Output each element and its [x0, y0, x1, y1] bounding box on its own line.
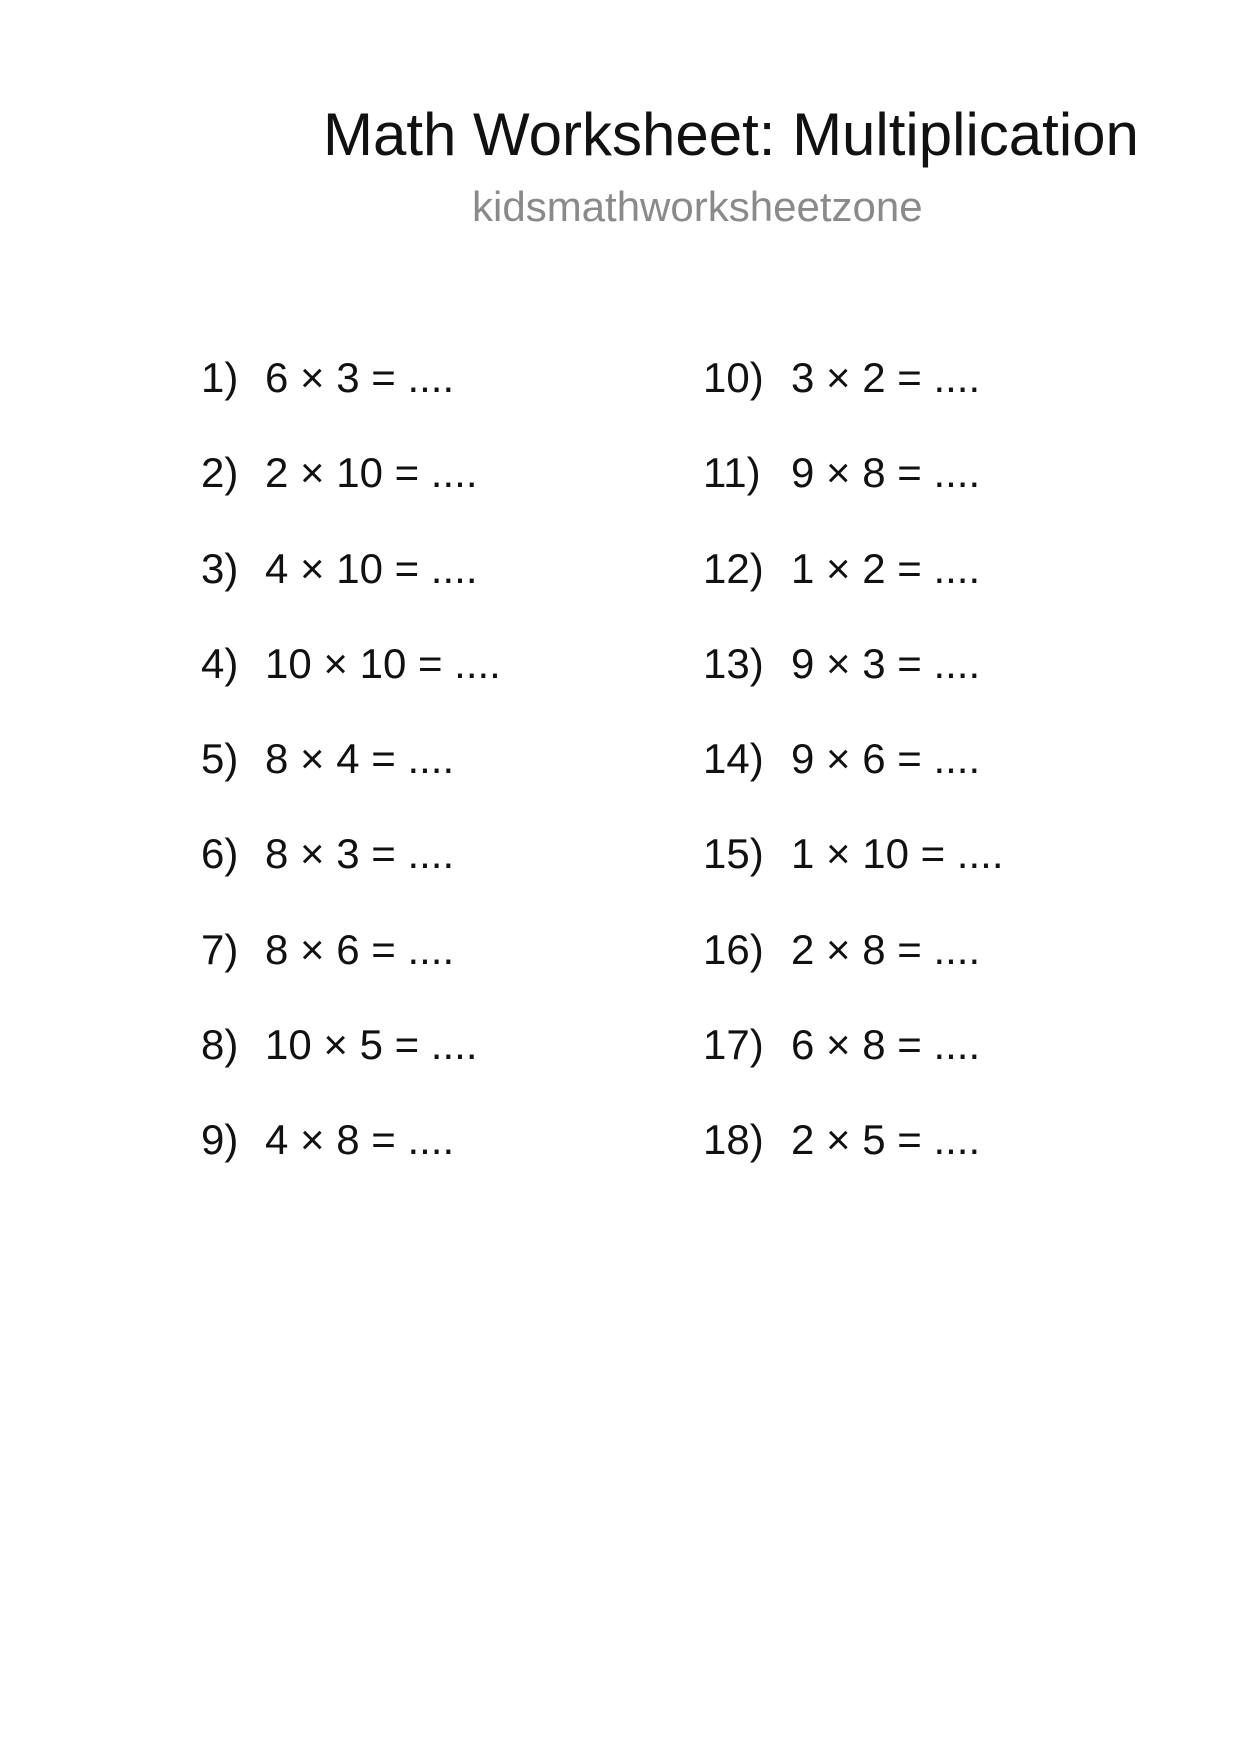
problem-expression: 4 × 10 = ....: [265, 544, 478, 592]
problem-item: [703, 926, 1003, 1021]
problem-expression: 9 × 3 = ....: [791, 639, 981, 687]
problem-item: [201, 449, 501, 544]
problem-expression: 9 × 6 = ....: [791, 735, 981, 783]
problem-item: [703, 830, 1003, 925]
problem-item: [703, 735, 1003, 830]
problem-item: [201, 830, 501, 925]
problem-expression: 6 × 3 = ....: [265, 354, 455, 401]
problem-item: [201, 354, 501, 449]
problem-item: [201, 1021, 501, 1116]
problem-number: 7): [201, 925, 239, 973]
problem-number: 3): [201, 544, 239, 592]
problem-item: [703, 640, 1003, 735]
page-title: Math Worksheet: Multiplication: [323, 101, 1139, 168]
problem-expression: 8 × 6 = ....: [265, 925, 455, 973]
problem-number: 10): [703, 354, 764, 401]
problem-expression: 2 × 8 = ....: [791, 925, 981, 973]
problem-item: [703, 1116, 1003, 1211]
problem-number: 12): [703, 544, 764, 592]
problem-number: 6): [201, 830, 239, 878]
problem-expression: 3 × 2 = ....: [791, 354, 981, 401]
problem-number: 5): [201, 735, 239, 783]
problem-number: 13): [703, 639, 764, 687]
problem-number: 15): [703, 830, 764, 878]
problem-expression: 8 × 4 = ....: [265, 735, 455, 783]
problem-item: [703, 1021, 1003, 1116]
problem-number: 16): [703, 925, 764, 973]
problem-item: [703, 545, 1003, 640]
problem-expression: 1 × 10 = ....: [791, 830, 1004, 878]
problem-item: [703, 449, 1003, 544]
problem-list-left: [201, 354, 501, 1212]
problem-expression: 2 × 5 = ....: [791, 1116, 981, 1164]
problem-item: [201, 926, 501, 1021]
problem-expression: 4 × 8 = ....: [265, 1116, 455, 1164]
problem-item: [201, 1116, 501, 1211]
problem-item: [703, 354, 1003, 449]
problem-expression: 9 × 8 = ....: [791, 449, 981, 497]
problem-expression: 10 × 10 = ....: [265, 639, 501, 687]
problem-number: 4): [201, 639, 239, 687]
problem-list-right: [703, 354, 1003, 1212]
problem-number: 18): [703, 1116, 764, 1164]
problem-number: 1): [201, 354, 239, 401]
site-name: kidsmathworksheetzone: [472, 183, 923, 230]
problem-item: [201, 640, 501, 735]
problem-item: [201, 735, 501, 830]
problem-item: [201, 545, 501, 640]
problem-expression: 2 × 10 = ....: [265, 449, 478, 497]
problem-expression: 10 × 5 = ....: [265, 1021, 478, 1069]
problem-number: 17): [703, 1021, 764, 1069]
problem-expression: 8 × 3 = ....: [265, 830, 455, 878]
problem-expression: 1 × 2 = ....: [791, 544, 981, 592]
problem-expression: 6 × 8 = ....: [791, 1021, 981, 1069]
problem-number: 2): [201, 449, 239, 497]
problem-number: 9): [201, 1116, 239, 1164]
problem-number: 11): [703, 449, 761, 497]
problem-number: 14): [703, 735, 764, 783]
problem-number: 8): [201, 1021, 239, 1069]
